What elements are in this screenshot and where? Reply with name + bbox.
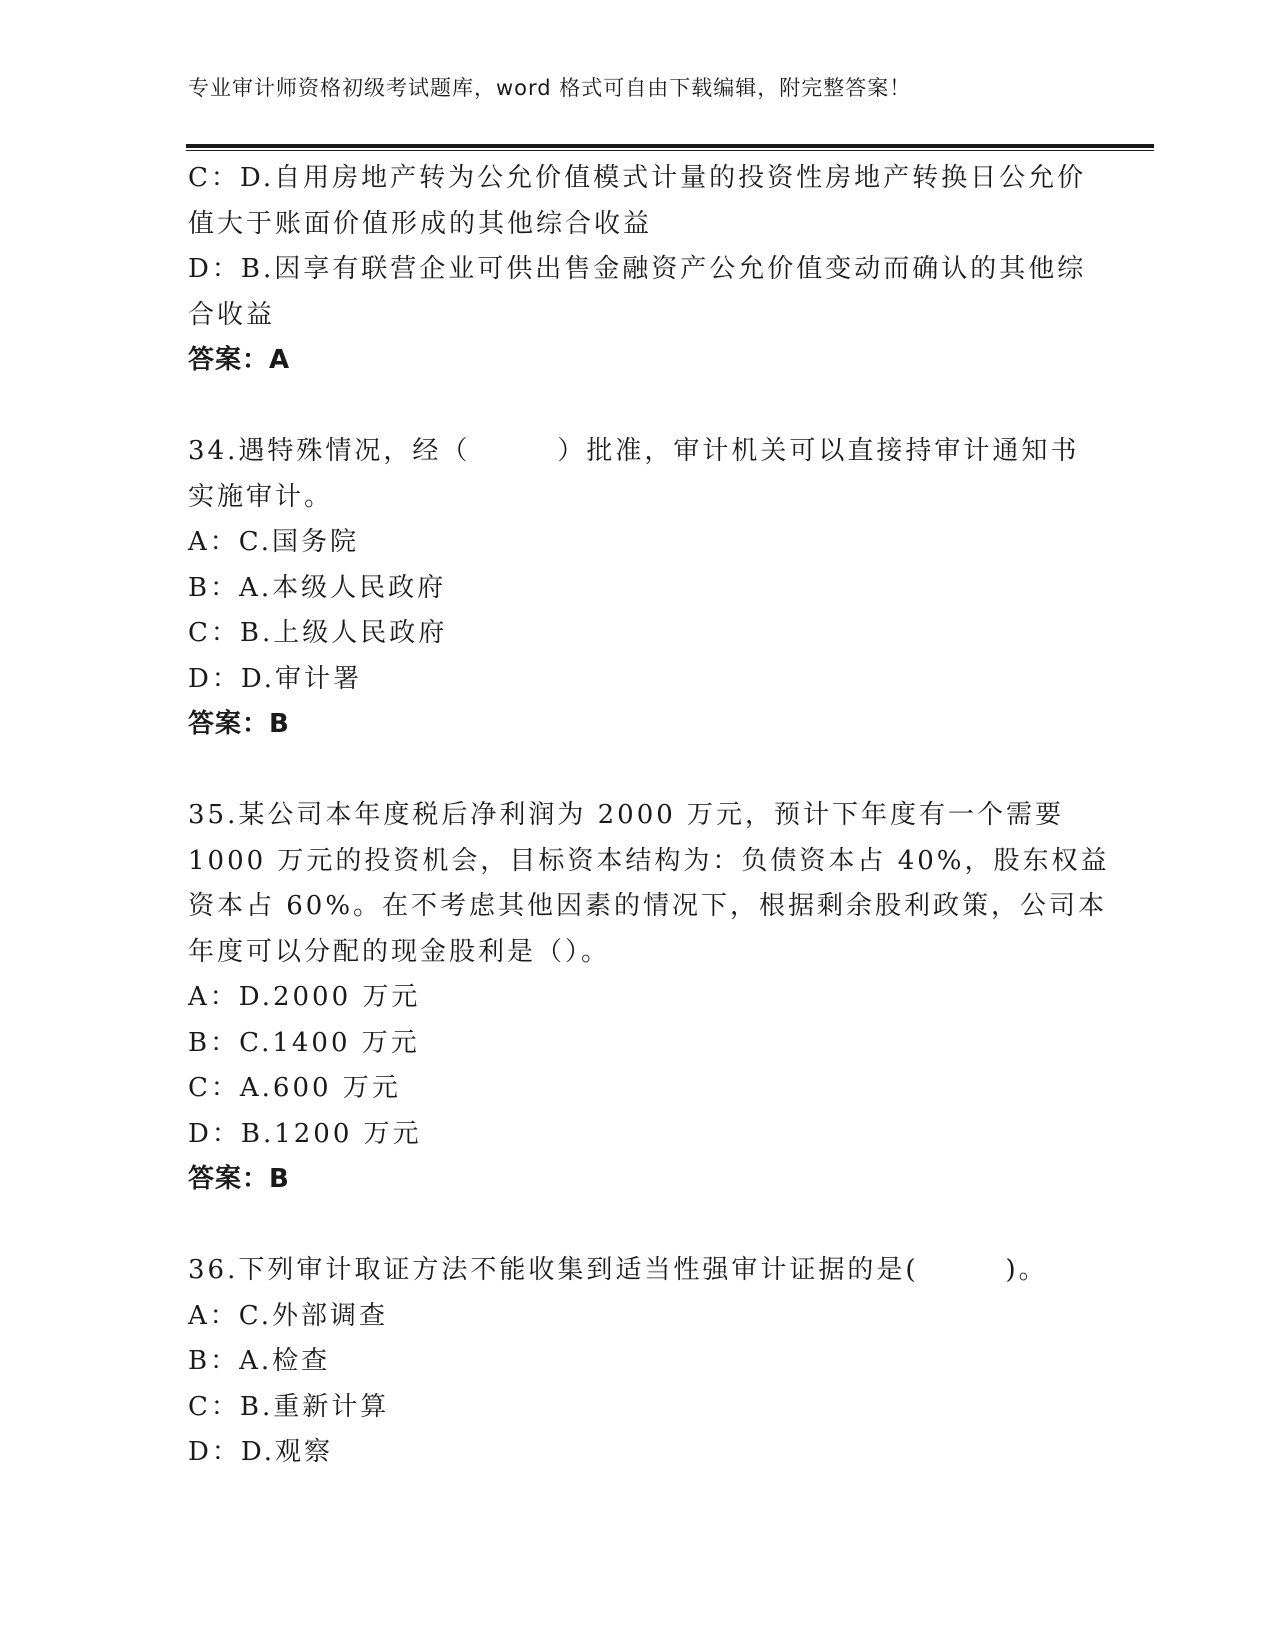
header-rule-thick xyxy=(186,144,1154,148)
option-line: 合收益 xyxy=(188,299,276,330)
q35-answer: 答案：B xyxy=(188,1164,290,1194)
q34-option-b: B：A.本级人民政府 xyxy=(188,572,447,603)
spacer xyxy=(188,384,1088,430)
q33-option-d xyxy=(188,247,1088,338)
stem-line: 实施审计。 xyxy=(188,481,334,512)
q36-option-d: D：D.观察 xyxy=(188,1437,334,1467)
q35-option-b: B：C.1400 万元 xyxy=(188,1027,420,1058)
q33-option-c xyxy=(188,156,1088,247)
spacer xyxy=(188,1203,1088,1249)
q35-option-d: D：B.1200 万元 xyxy=(188,1118,422,1149)
q35-option-c: C：A.600 万元 xyxy=(188,1073,401,1103)
header-rule-thin xyxy=(186,150,1154,151)
stem-line: 35.某公司本年度税后净利润为 2000 万元，预计下年度有一个需要 xyxy=(188,800,1065,830)
q35-stem xyxy=(188,793,1110,975)
q34-option-c: C：B.上级人民政府 xyxy=(188,618,448,648)
page-header: 专业审计师资格初级考试题库，word 格式可自由下载编辑，附完整答案！ xyxy=(188,76,912,100)
stem-line: 1000 万元的投资机会，目标资本结构为：负债资本占 40%，股东权益 xyxy=(188,845,1110,876)
q34-option-a: A：C.国务院 xyxy=(188,527,360,557)
q36-option-c: C：B.重新计算 xyxy=(188,1391,390,1422)
option-line: D：B.因享有联营企业可供出售金融资产公允价值变动而确认的其他综 xyxy=(188,254,1087,284)
stem-line: 34.遇特殊情况，经（ ）批准，审计机关可以直接持审计通知书 xyxy=(188,436,1080,466)
q36-stem: 36.下列审计取证方法不能收集到适当性强审计证据的是( )。 xyxy=(188,1255,1048,1285)
q34-answer: 答案：B xyxy=(188,709,290,739)
option-line: 值大于账面价值形成的其他综合收益 xyxy=(188,208,653,239)
q34-stem xyxy=(188,429,1088,520)
spacer xyxy=(188,748,1088,794)
q36-option-b: B：A.检查 xyxy=(188,1346,331,1376)
option-line: C：D.自用房地产转为公允价值模式计量的投资性房地产转换日公允价 xyxy=(188,163,1087,193)
q34-option-d: D：D.审计署 xyxy=(188,663,363,694)
stem-line: 年度可以分配的现金股利是（）。 xyxy=(188,936,611,967)
q36-option-a: A：C.外部调查 xyxy=(188,1300,389,1331)
q33-answer: 答案：A xyxy=(188,345,291,375)
stem-line: 资本占 60%。在不考虑其他因素的情况下，根据剩余股利政策，公司本 xyxy=(188,891,1108,921)
q35-option-a: A：D.2000 万元 xyxy=(188,982,421,1012)
question-content xyxy=(188,156,1110,1476)
